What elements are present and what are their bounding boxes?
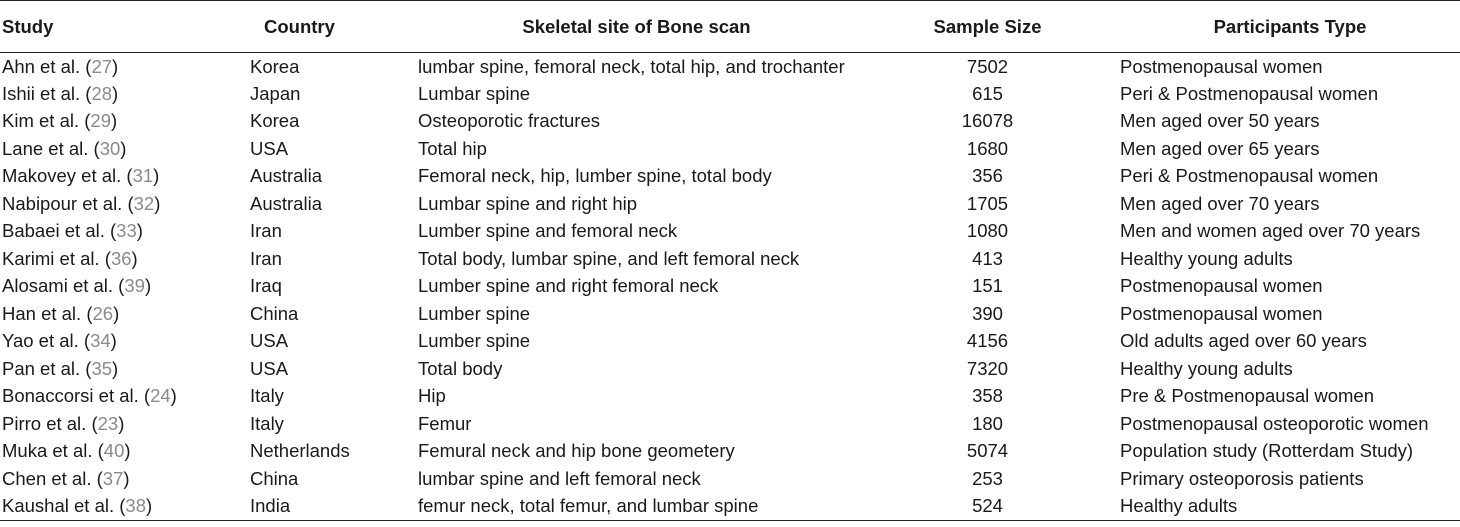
cell-participants-type: Men aged over 70 years [1120, 192, 1320, 214]
cell-sample-size: 1080 [966, 220, 1009, 242]
cell-participants-type: Men aged over 65 years [1120, 137, 1320, 159]
table-row [0, 493, 1460, 521]
cell-country: Iraq [250, 275, 282, 297]
cell-skeletal-site: Lumber spine and right femoral neck [418, 275, 719, 297]
cell-skeletal-site: lumbar spine and left femoral neck [418, 467, 701, 489]
cell-study [0, 383, 250, 411]
cell-participants-type: Peri & Postmenopausal women [1120, 82, 1379, 104]
cell-sample-size: 5074 [966, 440, 1009, 462]
study-name: Pan et al. ( [2, 357, 92, 379]
cell-sample-size: 4156 [966, 330, 1009, 352]
study-name: Alosami et al. ( [2, 275, 125, 297]
cell-participants-type: Men aged over 50 years [1120, 110, 1320, 132]
cell-sample-size: 356 [972, 165, 1003, 187]
cell-skeletal-site: Femural neck and hip bone geometery [418, 440, 735, 462]
cell-study [0, 190, 250, 218]
study-close-paren: ) [113, 302, 120, 324]
table-row [0, 328, 1460, 356]
reference-link[interactable]: 40 [103, 440, 125, 462]
cell-skeletal-site: Lumber spine [418, 302, 531, 324]
cell-sample-size: 1680 [966, 137, 1009, 159]
cell-study [0, 493, 250, 521]
study-name: Karimi et al. ( [2, 247, 111, 269]
table-row [0, 218, 1460, 246]
table-row [0, 53, 1460, 81]
reference-link[interactable]: 32 [133, 192, 155, 214]
cell-skeletal-site: Femur [418, 412, 472, 434]
table-row [0, 245, 1460, 273]
table-row [0, 465, 1460, 493]
cell-country: Netherlands [250, 440, 350, 462]
cell-country: Italy [250, 385, 284, 407]
cell-skeletal-site: Lumbar spine [418, 82, 531, 104]
study-name: Pirro et al. ( [2, 412, 98, 434]
cell-sample-size: 413 [972, 247, 1003, 269]
cell-study [0, 218, 250, 246]
cell-participants-type: Pre & Postmenopausal women [1120, 385, 1374, 407]
reference-link[interactable]: 28 [91, 82, 113, 104]
cell-sample-size: 7502 [966, 55, 1009, 77]
study-name: Bonaccorsi et al. ( [2, 385, 151, 407]
reference-link[interactable]: 27 [91, 55, 113, 77]
header-study: Study [0, 1, 250, 53]
study-name: Kim et al. ( [2, 110, 91, 132]
table-row [0, 80, 1460, 108]
reference-link[interactable]: 39 [124, 275, 145, 297]
table-row [0, 410, 1460, 438]
cell-country: Iran [250, 220, 282, 242]
study-name: Lane et al. ( [2, 137, 100, 159]
study-close-paren: ) [112, 357, 119, 379]
cell-study [0, 355, 250, 383]
study-close-paren: ) [111, 110, 118, 132]
cell-study [0, 273, 250, 301]
reference-link[interactable]: 36 [110, 247, 132, 269]
study-close-paren: ) [136, 220, 143, 242]
cell-participants-type: Population study (Rotterdam Study) [1120, 440, 1414, 462]
reference-link[interactable]: 31 [132, 165, 154, 187]
cell-skeletal-site: Hip [418, 385, 446, 407]
header-row [0, 1, 1460, 53]
cell-sample-size: 7320 [966, 357, 1009, 379]
reference-link[interactable]: 30 [99, 137, 121, 159]
cell-country: USA [250, 137, 289, 159]
reference-link[interactable]: 29 [90, 110, 111, 132]
study-name: Han et al. ( [2, 302, 93, 324]
study-close-paren: ) [118, 412, 125, 434]
cell-skeletal-site: Femoral neck, hip, lumber spine, total body [418, 165, 772, 187]
reference-link[interactable]: 33 [116, 220, 137, 242]
study-close-paren: ) [123, 467, 130, 489]
table-row [0, 135, 1460, 163]
cell-sample-size: 16078 [961, 110, 1014, 132]
cell-study [0, 108, 250, 136]
study-name: Babaei et al. ( [2, 220, 117, 242]
cell-country: India [250, 493, 418, 521]
table-row [0, 300, 1460, 328]
cell-sample-size: 615 [972, 82, 1003, 104]
cell-study [0, 135, 250, 163]
cell-skeletal-site: Lumber spine [418, 330, 531, 352]
study-name: Ahn et al. ( [2, 55, 92, 77]
study-name: Muka et al. ( [2, 440, 104, 462]
cell-country: Italy [250, 412, 284, 434]
cell-skeletal-site: lumbar spine, femoral neck, total hip, and trochanter [418, 55, 845, 77]
reference-link[interactable]: 34 [90, 330, 111, 352]
table-row [0, 438, 1460, 466]
cell-country: Australia [250, 165, 322, 187]
cell-country: China [250, 467, 299, 489]
study-close-paren: ) [112, 82, 119, 104]
study-close-paren: ) [124, 440, 131, 462]
study-close-paren: ) [131, 247, 138, 269]
cell-participants-type: Old adults aged over 60 years [1120, 330, 1367, 352]
study-name: Makovey et al. ( [2, 165, 133, 187]
table-row [0, 383, 1460, 411]
study-name: Chen et al. ( [2, 467, 103, 489]
study-name: Ishii et al. ( [2, 82, 92, 104]
study-close-paren: ) [112, 55, 119, 77]
cell-study [0, 163, 250, 191]
cell-participants-type: Healthy young adults [1120, 357, 1293, 379]
reference-link[interactable]: 24 [150, 385, 171, 407]
study-name: Kaushal et al. ( [2, 495, 126, 516]
cell-sample-size: 1705 [966, 192, 1009, 214]
cell-study [0, 410, 250, 438]
table-row [0, 273, 1460, 301]
cell-country: Australia [250, 192, 322, 214]
cell-country: Iran [250, 247, 282, 269]
cell-study [0, 53, 250, 81]
cell-country: Japan [250, 82, 301, 104]
cell-sample-size: 358 [972, 385, 1003, 407]
study-close-paren: ) [153, 165, 160, 187]
table-header [0, 1, 1460, 53]
cell-sample-size: 151 [972, 275, 1003, 297]
cell-study [0, 438, 250, 466]
cell-participants-type: Postmenopausal women [1120, 275, 1323, 297]
cell-skeletal-site: Lumbar spine and right hip [418, 192, 638, 214]
cell-skeletal-site: Total body [418, 357, 503, 379]
header-site: Skeletal site of Bone scan [418, 1, 855, 53]
cell-skeletal-site: Lumber spine and femoral neck [418, 220, 678, 242]
cell-country: China [250, 302, 299, 324]
cell-participants-type: Postmenopausal women [1120, 55, 1323, 77]
cell-skeletal-site: femur neck, total femur, and lumbar spine [418, 493, 855, 521]
study-name: Nabipour et al. ( [2, 192, 134, 214]
header-country: Country [250, 1, 418, 53]
study-close-paren: ) [120, 137, 127, 159]
table-row [0, 190, 1460, 218]
table-row [0, 355, 1460, 383]
cell-skeletal-site: Osteoporotic fractures [418, 110, 600, 132]
reference-link[interactable]: 38 [125, 495, 146, 516]
study-close-paren: ) [170, 385, 177, 407]
cell-skeletal-site: Total hip [418, 137, 487, 159]
cell-participants-type: Primary osteoporosis patients [1120, 467, 1364, 489]
cell-study [0, 465, 250, 493]
cell-sample-size: 253 [972, 467, 1003, 489]
cell-study [0, 328, 250, 356]
cell-country: USA [250, 330, 289, 352]
cell-skeletal-site: Total body, lumbar spine, and left femoral neck [418, 247, 800, 269]
cell-country: Korea [250, 55, 300, 77]
reference-link[interactable]: 35 [91, 357, 113, 379]
cell-participants-type: Healthy adults [1120, 493, 1460, 521]
study-close-paren: ) [144, 275, 152, 297]
study-name: Yao et al. ( [2, 330, 91, 352]
cell-country: Korea [250, 110, 300, 132]
header-participants-type: Participants Type [1120, 1, 1460, 53]
cell-study [0, 300, 250, 328]
table-row [0, 163, 1460, 191]
study-close-paren: ) [154, 192, 161, 214]
cell-sample-size: 524 [855, 493, 1120, 521]
reference-link[interactable]: 37 [102, 467, 124, 489]
cell-country: USA [250, 357, 289, 379]
cell-sample-size: 390 [972, 302, 1003, 324]
cell-sample-size: 180 [972, 412, 1003, 434]
cell-participants-type: Postmenopausal women [1120, 302, 1323, 324]
table-body [0, 53, 1460, 521]
study-close-paren: ) [145, 495, 153, 516]
cell-participants-type: Peri & Postmenopausal women [1120, 165, 1379, 187]
cell-study [0, 80, 250, 108]
cell-participants-type: Postmenopausal osteoporotic women [1120, 412, 1429, 434]
table-row [0, 108, 1460, 136]
cell-participants-type: Healthy young adults [1120, 247, 1293, 269]
header-sample-size: Sample Size [855, 1, 1120, 53]
cell-study [0, 245, 250, 273]
study-close-paren: ) [110, 330, 117, 352]
reference-link[interactable]: 23 [97, 412, 119, 434]
reference-link[interactable]: 26 [92, 302, 114, 324]
cell-participants-type: Men and women aged over 70 years [1120, 220, 1421, 242]
